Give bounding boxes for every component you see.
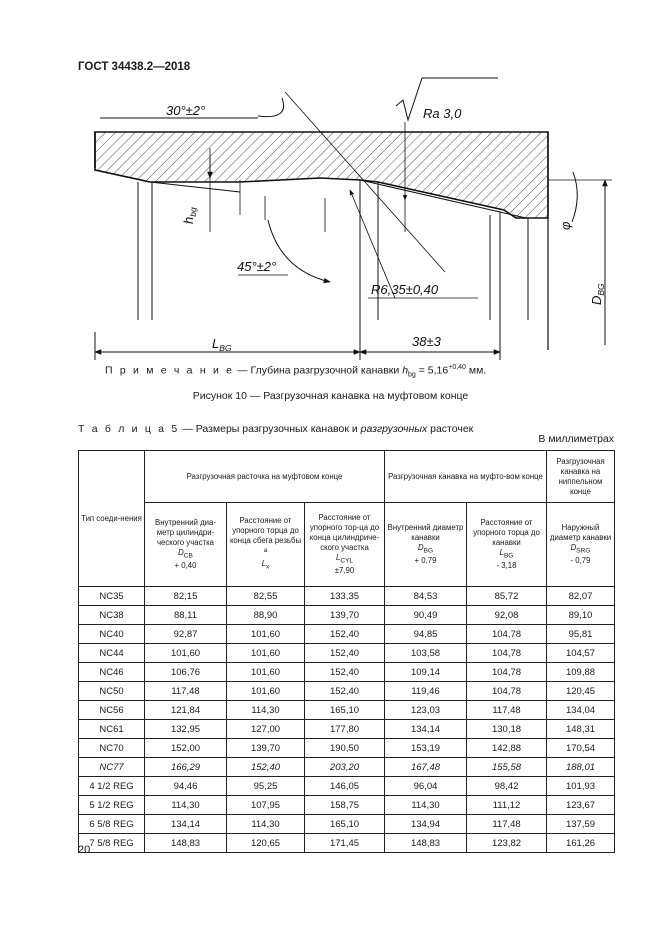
cell-value: 120,45 bbox=[547, 682, 615, 701]
header-lx: Расстояние от упорного торца до конца сбега резьбы $^а$ $L_x$ bbox=[227, 503, 305, 587]
cell-value: 104,78 bbox=[467, 625, 547, 644]
cell-value: 123,67 bbox=[547, 796, 615, 815]
table-row bbox=[79, 777, 615, 796]
cell-value: 152,40 bbox=[227, 758, 305, 777]
cell-value: 85,72 bbox=[467, 587, 547, 606]
cell-value: 119,46 bbox=[385, 682, 467, 701]
cell-value: 161,26 bbox=[547, 834, 615, 853]
cell-value: 114,30 bbox=[145, 796, 227, 815]
cell-value: 114,30 bbox=[227, 701, 305, 720]
cell-value: 165,10 bbox=[305, 701, 385, 720]
cell-value: 98,42 bbox=[467, 777, 547, 796]
phi-label: φ bbox=[558, 221, 573, 230]
cell-value: 96,04 bbox=[385, 777, 467, 796]
table-row bbox=[79, 701, 615, 720]
cell-value: 82,15 bbox=[145, 587, 227, 606]
cell-type: NC40 bbox=[79, 625, 145, 644]
cell-value: 152,40 bbox=[305, 663, 385, 682]
cell-value: 90,49 bbox=[385, 606, 467, 625]
hbg-label: $h_{bg}$ bbox=[181, 207, 198, 224]
cell-value: 117,48 bbox=[145, 682, 227, 701]
cell-value: 177,80 bbox=[305, 720, 385, 739]
cell-value: 92,87 bbox=[145, 625, 227, 644]
units-label: В миллиметрах bbox=[538, 433, 614, 445]
cell-value: 82,07 bbox=[547, 587, 615, 606]
cell-type: NC56 bbox=[79, 701, 145, 720]
cell-value: 94,46 bbox=[145, 777, 227, 796]
cell-value: 148,83 bbox=[145, 834, 227, 853]
header-group-pin-groove: Разгрузочная канавка на ниппельном конце bbox=[547, 451, 615, 503]
cell-type: NC61 bbox=[79, 720, 145, 739]
cell-type: NC44 bbox=[79, 644, 145, 663]
cell-value: 134,04 bbox=[547, 701, 615, 720]
cell-value: 109,88 bbox=[547, 663, 615, 682]
cell-type: NC70 bbox=[79, 739, 145, 758]
cell-value: 120,65 bbox=[227, 834, 305, 853]
cell-value: 142,88 bbox=[467, 739, 547, 758]
cell-value: 139,70 bbox=[305, 606, 385, 625]
cell-value: 158,75 bbox=[305, 796, 385, 815]
table-row bbox=[79, 796, 615, 815]
cell-value: 171,45 bbox=[305, 834, 385, 853]
table-row bbox=[79, 815, 615, 834]
page-header: ГОСТ 34438.2—2018 bbox=[78, 61, 191, 73]
cell-type: NC46 bbox=[79, 663, 145, 682]
cell-value: 167,48 bbox=[385, 758, 467, 777]
cell-value: 101,60 bbox=[227, 663, 305, 682]
cell-value: 134,14 bbox=[385, 720, 467, 739]
dimensions-table bbox=[78, 450, 615, 853]
cell-value: 101,60 bbox=[227, 625, 305, 644]
figure-note: П р и м е ч а н и е — Глубина разгрузочной канавки $h_{bg} = 5,16^{+0,40}$ мм. bbox=[105, 364, 487, 379]
table-row bbox=[79, 834, 615, 853]
cell-value: 190,50 bbox=[305, 739, 385, 758]
cell-type: NC50 bbox=[79, 682, 145, 701]
cell-value: 92,08 bbox=[467, 606, 547, 625]
cell-value: 84,53 bbox=[385, 587, 467, 606]
header-dbg: Внутренний диаметр канавки $D_{BG}$ + 0,79 bbox=[385, 503, 467, 587]
cell-value: 106,76 bbox=[145, 663, 227, 682]
cell-value: 103,58 bbox=[385, 644, 467, 663]
cell-value: 117,48 bbox=[467, 701, 547, 720]
header-group-bore: Разгрузочная расточка на муфтовом конце bbox=[145, 451, 385, 503]
table-row bbox=[79, 720, 615, 739]
cell-value: 123,03 bbox=[385, 701, 467, 720]
cell-value: 170,54 bbox=[547, 739, 615, 758]
cell-value: 101,60 bbox=[227, 644, 305, 663]
header-lbg: Расстояние от упорного торца до канавки $L_{BG}$ - 3,18 bbox=[467, 503, 547, 587]
cell-value: 101,60 bbox=[227, 682, 305, 701]
cell-value: 109,14 bbox=[385, 663, 467, 682]
table-row bbox=[79, 663, 615, 682]
cell-value: 114,30 bbox=[385, 796, 467, 815]
radius-label: R6,35±0,40 bbox=[371, 282, 439, 297]
cell-value: 133,35 bbox=[305, 587, 385, 606]
cell-value: 132,95 bbox=[145, 720, 227, 739]
cell-value: 146,05 bbox=[305, 777, 385, 796]
cell-value: 139,70 bbox=[227, 739, 305, 758]
cell-value: 152,00 bbox=[145, 739, 227, 758]
wall-section bbox=[95, 132, 548, 218]
cell-value: 137,59 bbox=[547, 815, 615, 834]
cell-value: 95,25 bbox=[227, 777, 305, 796]
cell-value: 111,12 bbox=[467, 796, 547, 815]
roughness-label: Ra 3,0 bbox=[423, 106, 462, 121]
cell-value: 114,30 bbox=[227, 815, 305, 834]
table-row bbox=[79, 606, 615, 625]
cell-value: 127,00 bbox=[227, 720, 305, 739]
table-row bbox=[79, 739, 615, 758]
lbg-label: $L_{BG}$ bbox=[212, 336, 232, 353]
cell-value: 130,18 bbox=[467, 720, 547, 739]
cell-type: 4 1/2 REG bbox=[79, 777, 145, 796]
table-row bbox=[79, 625, 615, 644]
figure-caption: Рисунок 10 — Разгрузочная канавка на муфтовом конце bbox=[192, 390, 469, 402]
cell-value: 203,20 bbox=[305, 758, 385, 777]
cell-value: 88,90 bbox=[227, 606, 305, 625]
cell-value: 152,40 bbox=[305, 625, 385, 644]
cell-value: 104,78 bbox=[467, 644, 547, 663]
cell-value: 94,85 bbox=[385, 625, 467, 644]
cell-value: 89,10 bbox=[547, 606, 615, 625]
cell-value: 153,19 bbox=[385, 739, 467, 758]
dbg-label: $D_{BG}$ bbox=[589, 283, 606, 305]
cell-value: 88,11 bbox=[145, 606, 227, 625]
cell-type: NC38 bbox=[79, 606, 145, 625]
table-row bbox=[79, 644, 615, 663]
header-type: Тип соеди-нения bbox=[79, 451, 145, 587]
page-number: 20 bbox=[78, 844, 91, 856]
cell-type: NC35 bbox=[79, 587, 145, 606]
cell-value: 121,84 bbox=[145, 701, 227, 720]
cell-value: 117,48 bbox=[467, 815, 547, 834]
cell-value: 107,95 bbox=[227, 796, 305, 815]
cell-value: 148,83 bbox=[385, 834, 467, 853]
table-row bbox=[79, 587, 615, 606]
cell-type: 5 1/2 REG bbox=[79, 796, 145, 815]
cell-value: 101,93 bbox=[547, 777, 615, 796]
cell-type: 6 5/8 REG bbox=[79, 815, 145, 834]
header-dcb: Внутренний диа-метр цилиндри-ческого участка $D_{CB}$ + 0,40 bbox=[145, 503, 227, 587]
cell-value: 155,58 bbox=[467, 758, 547, 777]
header-dsrg: Наружный диаметр канавки $D_{SRG}$ - 0,79 bbox=[547, 503, 615, 587]
cell-value: 104,57 bbox=[547, 644, 615, 663]
cell-value: 166,29 bbox=[145, 758, 227, 777]
cell-value: 152,40 bbox=[305, 644, 385, 663]
cell-value: 95,81 bbox=[547, 625, 615, 644]
cell-value: 123,82 bbox=[467, 834, 547, 853]
cell-value: 148,31 bbox=[547, 720, 615, 739]
cell-value: 104,78 bbox=[467, 682, 547, 701]
length-label: 38±3 bbox=[412, 334, 441, 349]
table-row bbox=[79, 682, 615, 701]
cell-value: 188,01 bbox=[547, 758, 615, 777]
header-lcyl: Расстояние от упорного тор-ца до конца цилиндриче-ского участка $L_{CYL}$ ±7,90 bbox=[305, 503, 385, 587]
angle-bottom-label: 45°±2° bbox=[237, 259, 277, 274]
cell-value: 165,10 bbox=[305, 815, 385, 834]
header-group-box-groove: Разгрузочная канавка на муфто-вом конце bbox=[385, 451, 547, 503]
cell-value: 101,60 bbox=[145, 644, 227, 663]
cell-type: 7 5/8 REG bbox=[79, 834, 145, 853]
angle-top-label: 30°±2° bbox=[166, 103, 206, 118]
cell-value: 82,55 bbox=[227, 587, 305, 606]
relief-groove-drawing bbox=[0, 0, 661, 360]
table-row bbox=[79, 758, 615, 777]
cell-value: 134,14 bbox=[145, 815, 227, 834]
cell-value: 104,78 bbox=[467, 663, 547, 682]
cell-type: NC77 bbox=[79, 758, 145, 777]
cell-value: 134,94 bbox=[385, 815, 467, 834]
table-title: Т а б л и ц а 5 — Размеры разгрузочных канавок и разгрузочных расточек bbox=[78, 423, 474, 435]
cell-value: 152,40 bbox=[305, 682, 385, 701]
